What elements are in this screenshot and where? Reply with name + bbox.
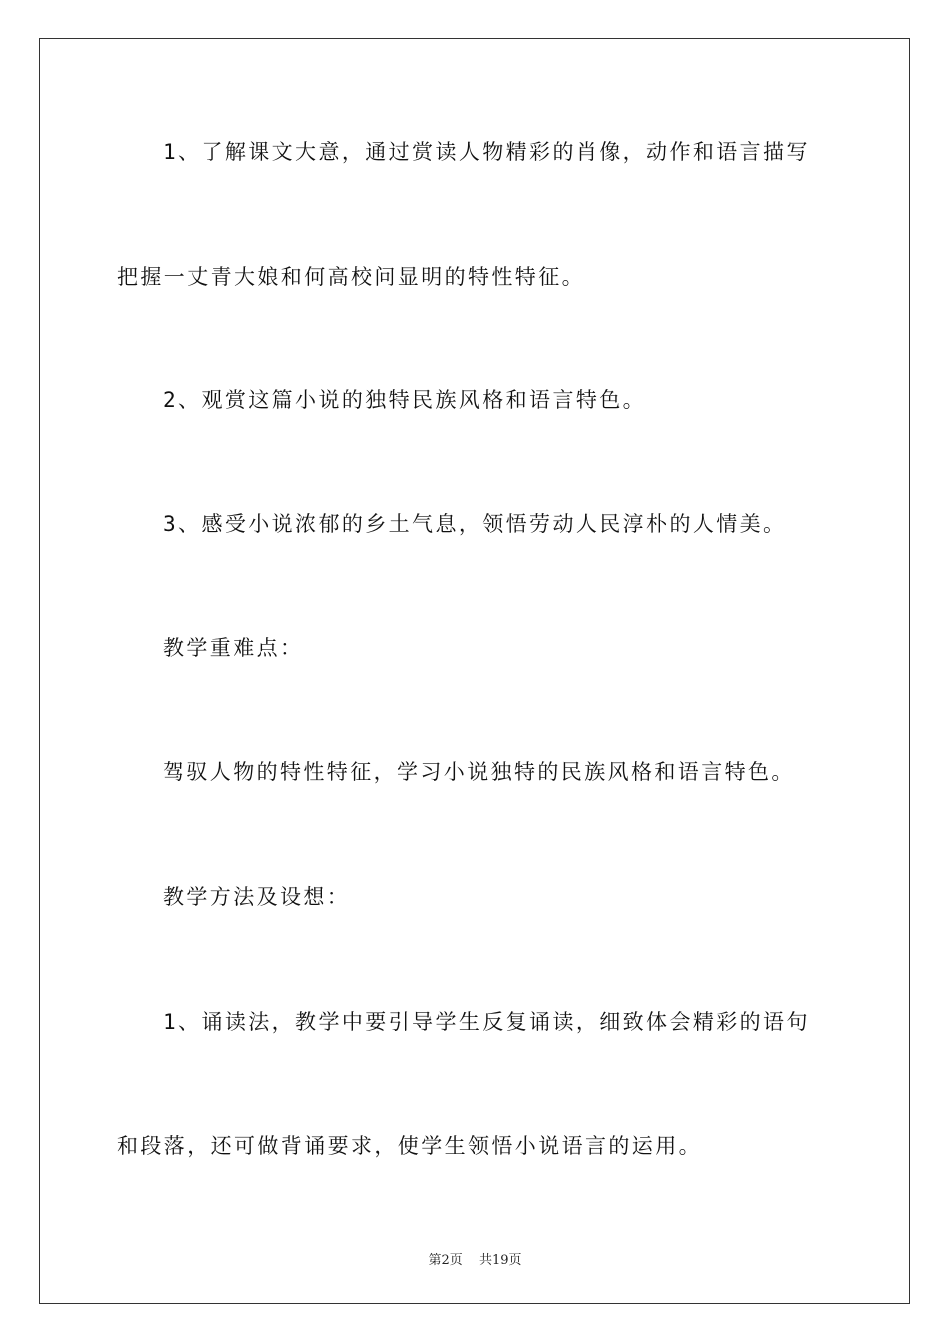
paragraph-line: 1、了解课文大意，通过赏读人物精彩的肖像，动作和语言描写 [163, 140, 810, 164]
page-frame [39, 38, 910, 1304]
page-number-total: 共19页 [478, 1253, 522, 1268]
paragraph-line: 1、诵读法，教学中要引导学生反复诵读，细致体会精彩的语句 [163, 1010, 810, 1034]
paragraph-line: 驾驭人物的特性特征，学习小说独特的民族风格和语言特色。 [163, 760, 795, 784]
paragraph-line: 把握一丈青大娘和何高校问显明的特性特征。 [117, 265, 585, 289]
section-heading: 教学方法及设想： [163, 885, 351, 909]
page-number-current: 第2页 [428, 1253, 463, 1268]
section-heading: 教学重难点： [163, 636, 304, 660]
paragraph-line: 和段落，还可做背诵要求，使学生领悟小说语言的运用。 [117, 1134, 702, 1158]
paragraph-line: 3、感受小说浓郁的乡土气息，领悟劳动人民淳朴的人情美。 [163, 512, 787, 536]
paragraph-line: 2、观赏这篇小说的独特民族风格和语言特色。 [163, 388, 647, 412]
page-footer [0, 1249, 950, 1268]
